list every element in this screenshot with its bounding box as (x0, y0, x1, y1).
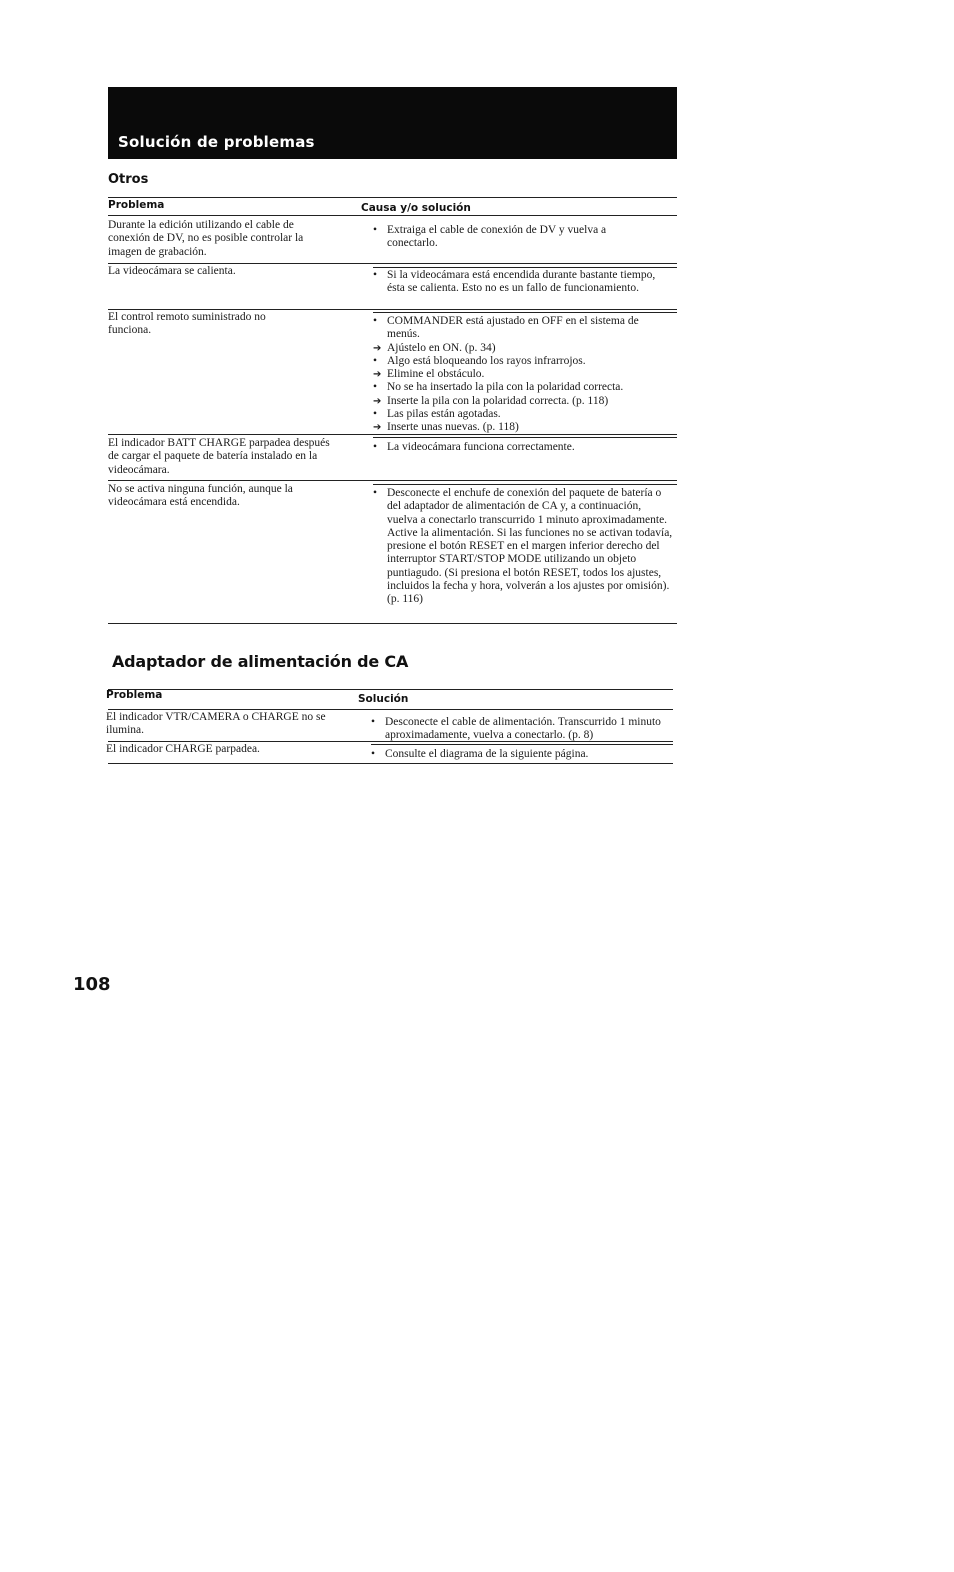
solution-item: • Extraiga el cable de conexión de DV y vuelva a conectarlo. (373, 224, 658, 251)
table-row-problem: La videocámara se calienta. (108, 265, 236, 277)
solution-item: • No se ha insertado la pila con la polaridad correcta. (373, 381, 673, 394)
table-bottom-rule (108, 763, 673, 764)
table-row-solutions (373, 269, 658, 296)
table-row-problem: El indicador VTR/CAMERA o CHARGE no se ilumina. (106, 711, 326, 737)
solution-item: • La videocámara funciona correctamente. (373, 441, 658, 454)
row-divider (108, 309, 677, 310)
solution-item: • Si la videocámara está encendida durante bastante tiempo, ésta se calienta. Esto no es un fallo de funcionamiento. (373, 269, 658, 296)
table-row-problem: No se activa ninguna función, aunque la videocámara está encendida. (108, 483, 293, 509)
solution-item: • Desconecte el cable de alimentación. Transcurrido 1 minuto aproximadamente, vuelva a conectarlo. (p. 8) (371, 716, 671, 743)
table-top-rule (108, 689, 673, 690)
subsection-heading-otros: Otros (108, 172, 149, 187)
solution-action: ➔ Inserte la pila con la polaridad correcta. (p. 118) (373, 394, 609, 407)
table-row-problem: El indicador CHARGE parpadea. (106, 743, 260, 755)
table-row-problem: Durante la edición utilizando el cable de conexión de DV, no es posible controlar la imagen de grabación. (108, 219, 304, 258)
column-header-cause: Causa y/o solución (361, 202, 471, 214)
row-divider (371, 744, 673, 745)
row-divider (373, 437, 677, 438)
solution-item: • Las pilas están agotadas. (373, 408, 673, 421)
section-heading-adaptador: Adaptador de alimentación de CA (112, 652, 409, 671)
table-top-rule (108, 197, 677, 198)
page-title: Solución de problemas (118, 133, 315, 151)
row-divider (108, 263, 677, 264)
solution-item: • COMMANDER está ajustado en OFF en el sistema de menús. (373, 315, 673, 342)
table-row-solutions (371, 716, 671, 743)
arrow-right-icon: ➔ (373, 369, 382, 381)
table-row-problem: El control remoto suministrado no funciona. (108, 311, 266, 337)
row-divider (373, 484, 677, 485)
column-header-solution: Solución (358, 693, 409, 705)
row-divider (108, 215, 677, 216)
solution-item: • Consulte el diagrama de la siguiente página. (371, 748, 671, 761)
column-header-problem: Problema (106, 689, 163, 701)
arrow-right-icon: ➔ (373, 395, 382, 407)
page-number: 108 (73, 974, 111, 995)
table-row-solutions (373, 441, 658, 454)
arrow-right-icon: ➔ (373, 422, 382, 434)
table-row-problem: El indicador BATT CHARGE parpadea después de cargar el paquete de batería instalado en la videocámara. (108, 437, 330, 476)
table-row-solutions (373, 487, 673, 607)
table-row-solutions (373, 315, 673, 435)
column-header-problem: Problema (108, 199, 165, 211)
solution-action: ➔ Inserte unas nuevas. (p. 118) (373, 421, 519, 434)
row-divider (108, 480, 677, 481)
row-divider (108, 741, 673, 742)
row-divider (108, 434, 677, 435)
row-divider (108, 709, 673, 710)
table-row-solutions (371, 748, 671, 761)
solution-item: • Desconecte el enchufe de conexión del paquete de batería o del adaptador de alimentación de CA y, a continuación, vuelva a conectarlo transcurrido 1 minuto aproximadamente. Active la alimentación. Si las funciones no se activan todavía, presione el botón RESET en el margen inferior derecho del interruptor START/STOP MODE utilizando un objeto puntiagudo. (Si presiona el botón RESET, todos los ajustes, incluidos la fecha y hora, volverán a los ajustes por omisión). (p. 116) (373, 487, 673, 607)
solution-item: • Algo está bloqueando los rayos infrarrojos. (373, 355, 673, 368)
section-banner (108, 87, 677, 159)
table-row-solutions (373, 224, 658, 251)
solution-action: ➔ Ajústelo en ON. (p. 34) (373, 341, 496, 354)
table-bottom-rule (108, 623, 677, 624)
solution-action: ➔ Elimine el obstáculo. (373, 368, 485, 381)
row-divider (373, 267, 677, 268)
arrow-right-icon: ➔ (373, 342, 382, 354)
row-divider (373, 312, 677, 313)
